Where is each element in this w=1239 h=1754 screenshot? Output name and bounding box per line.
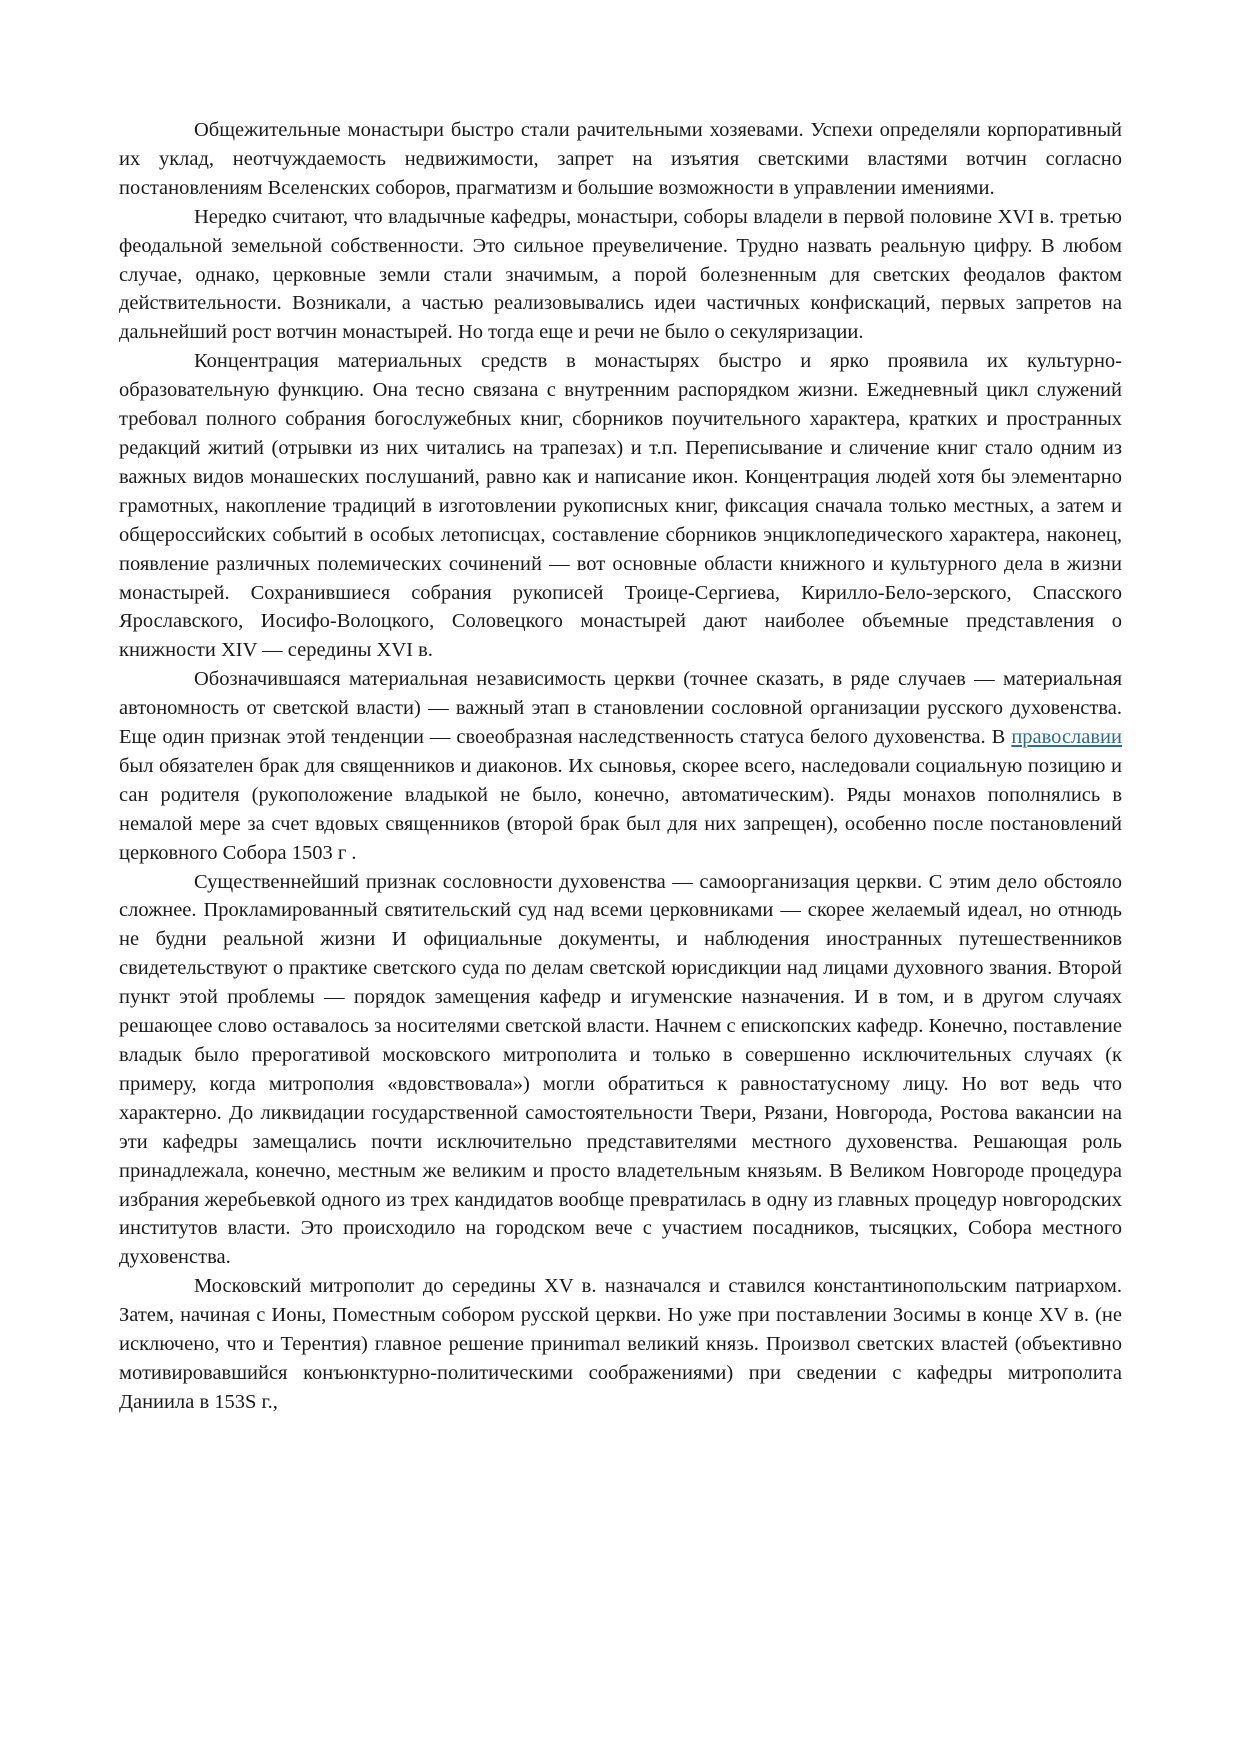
paragraph-metropolitan: Московский митрополит до середины XV в. назначался и ставился константинопольским патриархом. Затем, начиная с Ионы, Поместным собором русской церкви. Но уже при поставлении Зосимы в конце XV в. (не исключено, что и Терентия) главное решение приниmал великий князь. Произвол светских властей (объективно мотивировавшийся конъюнктурно-политическими соображениями) при сведении с кафедры митрополита Даниила в 153S г., bbox=[119, 1275, 1122, 1413]
paragraph-white-clergy bbox=[119, 665, 1122, 867]
paragraph-church-lands: Нередко считают, что владычные кафедры, монастыри, соборы владели в первой половине XVI в. третью феодальной земельной собственности. Это сильное преувеличение. Трудно назвать реальную цифру. В любом случае, однако, церковные земли стали значимым, а порой болезненным для светских феодалов фактом действительности. Возникали, а частью реализовывались идеи частичных конфискаций, первых запретов на дальнейший рост вотчин монастырей. Но тогда еще и речи не было о секуляризации. bbox=[119, 205, 1122, 344]
paragraph-self-organization: Существеннейший признак сословности духовенства — самоорганизация церкви. С этим дело обстояло сложнее. Прокламированный святительский суд над всеми церковниками — скорее желаемый идеал, но отнюдь не будни реальной жизни И официальные документы, и наблюдения иностранных путешественников свидетельствуют о практике светского суда по делам светской юрисдикции над лицами духовного звания. Второй пункт этой проблемы — порядок замещения кафедр и игуменские назначения. И в том, и в другом случаях решающее слово оставалось за носителями светской власти. Начнем с епископских кафедр. Конечно, поставление владык было прерогативой московского митрополита и только в совершенно исключительных случаях (к примеру, когда митрополия «вдовствовала») могли обратиться к равностатусному лицу. Но вот ведь что характерно. До ликвидации государственной самостоятельности Твери, Рязани, Новгорода, Ростова вакансии на эти кафедры замещались почти исключительно представителями местного духовенства. Решающая роль принадлежала, конечно, местным же великим и просто владетельным князьям. В Великом Новгороде процедура избрания жеребьевкой одного из трех кандидатов вообще превратилась в одну из главных процедур новгородских институтов власти. Это происходило на городском вече с участием посадников, тысяцких, Собора местного духовенства. bbox=[119, 870, 1122, 1269]
paragraph-monasteries-economy: Общежительные монастыри быстро стали рачительными хозяевами. Успехи определяли корпоративный их уклад, неотчуждаемость недвижимости, запрет на изъятия светскими властями вотчин согласно постановлениям Вселенских соборов, прагматизм и большие возможности в управлении имениями. bbox=[119, 119, 1122, 199]
document-page bbox=[119, 116, 1122, 1417]
paragraph-text-before-link: Обозначившаяся материальная независимость церкви (точнее сказать, в ряде случаев — материальная автономность от светской власти) — важный этап в становлении сословной организации русского духовенства. Еще один признак этой тенденции — своеобразная наследственность статуса белого духовенства. В bbox=[119, 668, 1122, 749]
orthodoxy-link[interactable]: православии bbox=[1011, 726, 1122, 749]
paragraph-cultural-function: Концентрация материальных средств в монастырях быстро и ярко проявила их культурно-образовательную функцию. Она тесно связана с внутренним распорядком жизни. Ежедневный цикл служений требовал полного собрания богослужебных книг, сборников поучительного характера, кратких и пространных редакций житий (отрывки из них читались на трапезах) и т.п. Переписывание и сличение книг стало одним из важных видов монашеских послушаний, равно как и написание икон. Концентрация людей хотя бы элементарно грамотных, накопление традиций в изготовлении рукописных книг, фиксация сначала только местных, а затем и общероссийских событий в особых летописцах, составление сборников энциклопедического характера, наконец, появление различных полемических сочинений — вот основные области книжного и культурного дела в жизни монастырей. Сохранившиеся собрания рукописей Троице-Сергиева, Кирилло-Бело-зерского, Спасского Ярославского, Иосифо-Волоцкого, Соловецкого монастырей дают наиболее объемные представления о книжности XIV — середины XVI в. bbox=[119, 350, 1122, 662]
paragraph-text-after-link: был обязателен брак для священников и диаконов. Их сыновья, скорее всего, наследовали социальную позицию и сан родителя (рукоположение владыкой не было, конечно, автоматическим). Ряды монахов пополнялись в немалой мере за счет вдовых священников (второй брак был для них запрещен), особенно после постановлений церковного Собора 1503 г . bbox=[119, 754, 1122, 864]
